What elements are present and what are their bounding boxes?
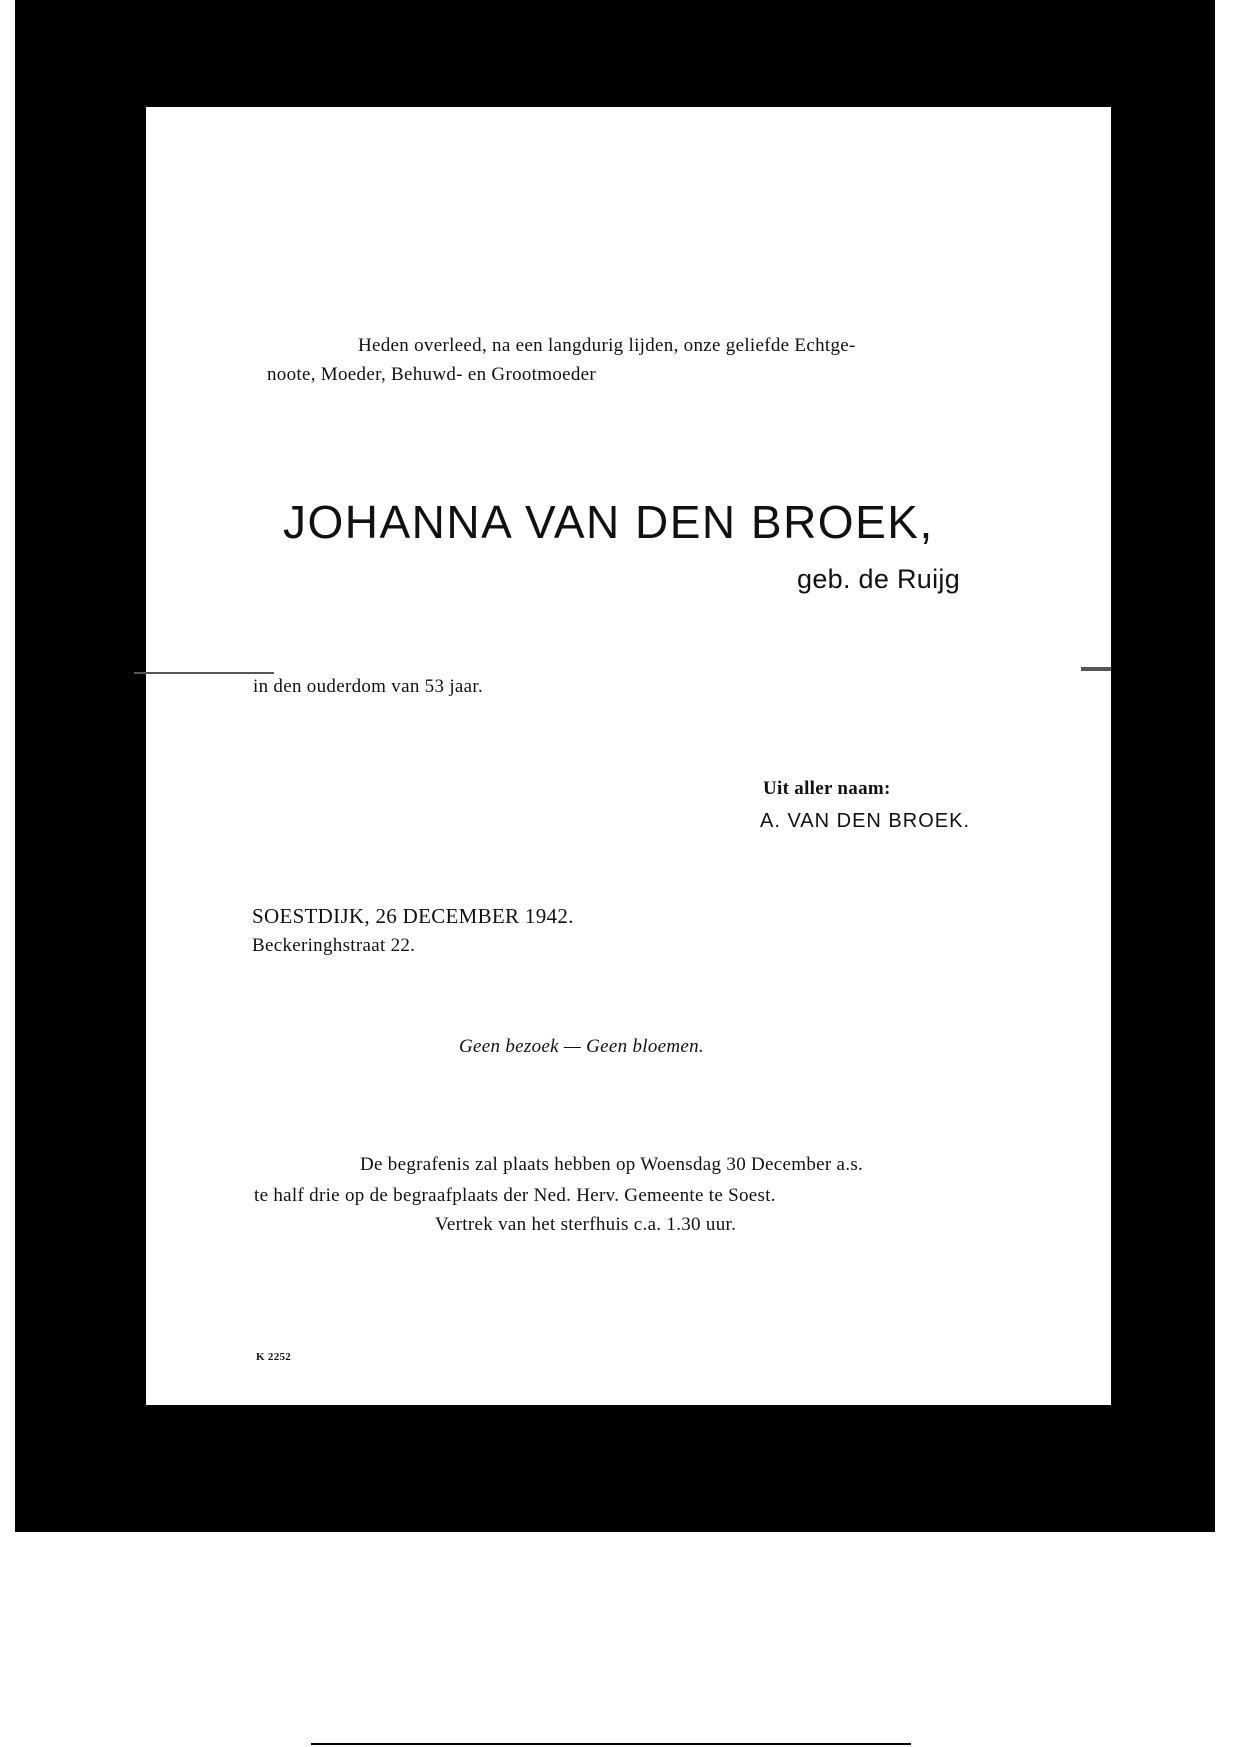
address: Beckeringhstraat 22. <box>252 935 416 956</box>
behalf-label: Uit aller naam: <box>763 778 891 799</box>
maiden-name: geb. de Ruijg <box>797 564 961 594</box>
funeral-line-1: De begrafenis zal plaats hebben op Woensdag 30 December a.s. <box>360 1154 864 1175</box>
scan-speck <box>1081 667 1111 671</box>
behalf-name: A. VAN DEN BROEK. <box>760 810 971 832</box>
intro-line-2: noote, Moeder, Behuwd- en Grootmoeder <box>267 364 597 385</box>
funeral-line-3: Vertrek van het sterfhuis c.a. 1.30 uur. <box>435 1214 737 1235</box>
scan-edge-line <box>311 1743 911 1745</box>
intro-line-1: Heden overleed, na een langdurig lijden, onze geliefde Echtge- <box>358 335 856 356</box>
mourning-border <box>15 0 1215 1532</box>
obituary-card <box>146 107 1111 1405</box>
funeral-line-2: te half drie op de begraafplaats der Ned. Herv. Gemeente te Soest. <box>254 1185 776 1206</box>
place-date: SOESTDIJK, 26 DECEMBER 1942. <box>252 904 574 928</box>
age-line: in den ouderdom van 53 jaar. <box>253 676 484 697</box>
deceased-name: JOHANNA VAN DEN BROEK, <box>283 496 934 548</box>
print-reference-code: K 2252 <box>256 1351 292 1363</box>
no-visit-note: Geen bezoek — Geen bloemen. <box>459 1036 704 1057</box>
scan-speck <box>134 672 274 674</box>
